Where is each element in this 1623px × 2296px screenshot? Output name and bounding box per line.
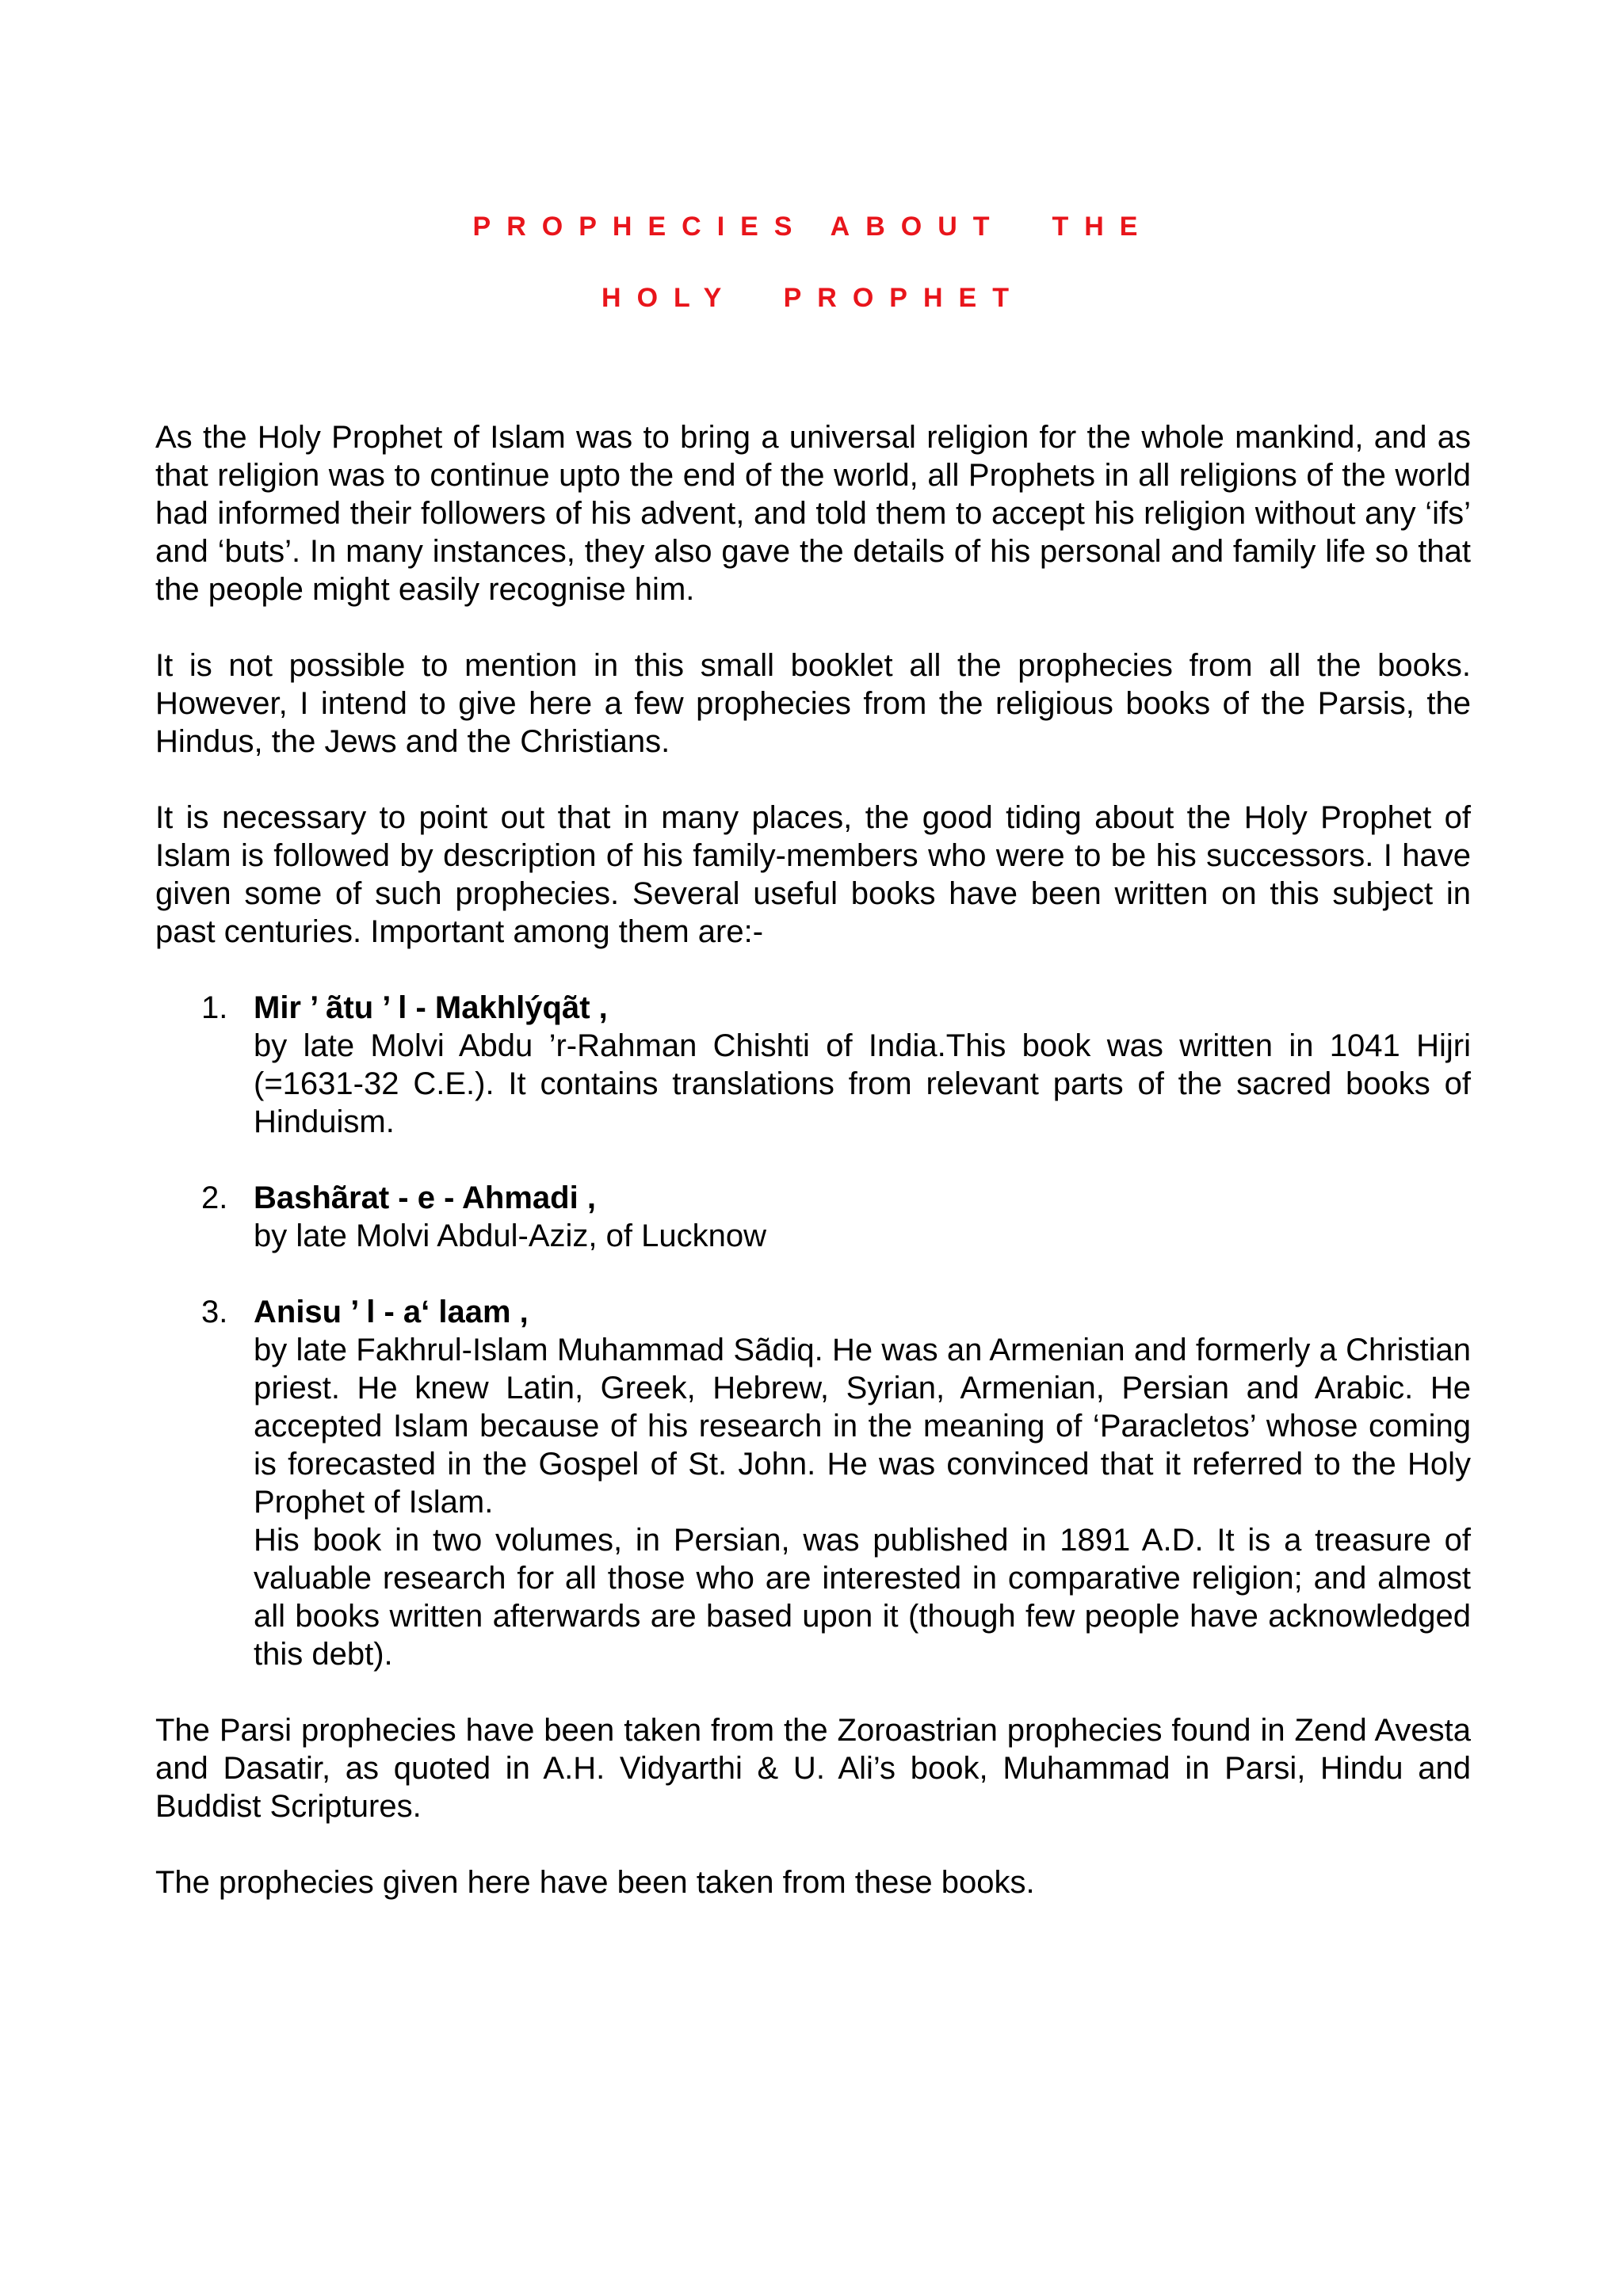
sources-list (155, 989, 1471, 1673)
list-item (155, 1179, 1471, 1255)
list-item-number: 1. (201, 990, 228, 1025)
list-item-number: 3. (201, 1295, 228, 1329)
paragraph-closing: The prophecies given here have been taken from these books. (155, 1865, 1035, 1900)
source-title: Anisu ’ l - a‘ laam , (254, 1295, 529, 1329)
source-description: by late Molvi Abdul-Aziz, of Lucknow (254, 1219, 766, 1253)
paragraph-intro: As the Holy Prophet of Islam was to bring a universal religion for the whole mankind, and as that religion was to continue upto the end of the world, all Prophets in all religions of the world had informed their followers of his advent, and told them to accept his religion without any ‘ifs’ and ‘buts’. In many instances, they also gave the details of his personal and family life so that the people might easily recognise him. (155, 420, 1471, 607)
title-line-1: PROPHECIES ABOUT THE (472, 212, 1154, 242)
list-item-number: 2. (201, 1180, 228, 1215)
source-title: Bashãrat - e - Ahmadi , (254, 1180, 596, 1215)
source-description-continued: His book in two volumes, in Persian, was published in 1891 A.D. It is a treasure of valuable research for all those who are interested in comparative religion; and almost all books written afterwards are based upon it (though few people have acknowledged this debt). (254, 1523, 1471, 1672)
paragraph-scope: It is not possible to mention in this small booklet all the prophecies from all the books. However, I intend to give here a few prophecies from the religious books of the Parsis, the Hindus, the Jews and the Christians. (155, 648, 1471, 759)
list-item (155, 989, 1471, 1141)
paragraph-parsi-sources: The Parsi prophecies have been taken from the Zoroastrian prophecies found in Zend Avesta and Dasatir, as quoted in A.H. Vidyarthi & U. Ali’s book, Muhammad in Parsi, Hindu and Buddist Scriptures. (155, 1713, 1471, 1824)
list-item (155, 1293, 1471, 1673)
title-line-2: HOLY PROPHET (601, 283, 1025, 313)
source-description: by late Fakhrul-Islam Muhammad Sãdiq. He was an Armenian and formerly a Christian priest. He knew Latin, Greek, Hebrew, Syrian, Armenian, Persian and Arabic. He accepted Islam because of his research in the meaning of ‘Paracletos’ whose coming is forecasted in the Gospel of St. John. He was convinced that it referred to the Holy Prophet of Islam. (254, 1333, 1471, 1520)
paragraph-sources-intro: It is necessary to point out that in many places, the good tiding about the Holy Prophet of Islam is followed by description of his family-members who were to be his successors. I have given some of such prophecies. Several useful books have been written on this subject in past centuries. Important among them are:- (155, 800, 1471, 949)
body-text (155, 418, 1471, 1901)
source-description: by late Molvi Abdu ’r-Rahman Chishti of India.This book was written in 1041 Hijri (=1631-32 C.E.). It contains translations from relevant parts of the sacred books of Hinduism. (254, 1028, 1471, 1139)
source-title: Mir ’ ãtu ’ l - Makhlýqãt , (254, 990, 608, 1025)
